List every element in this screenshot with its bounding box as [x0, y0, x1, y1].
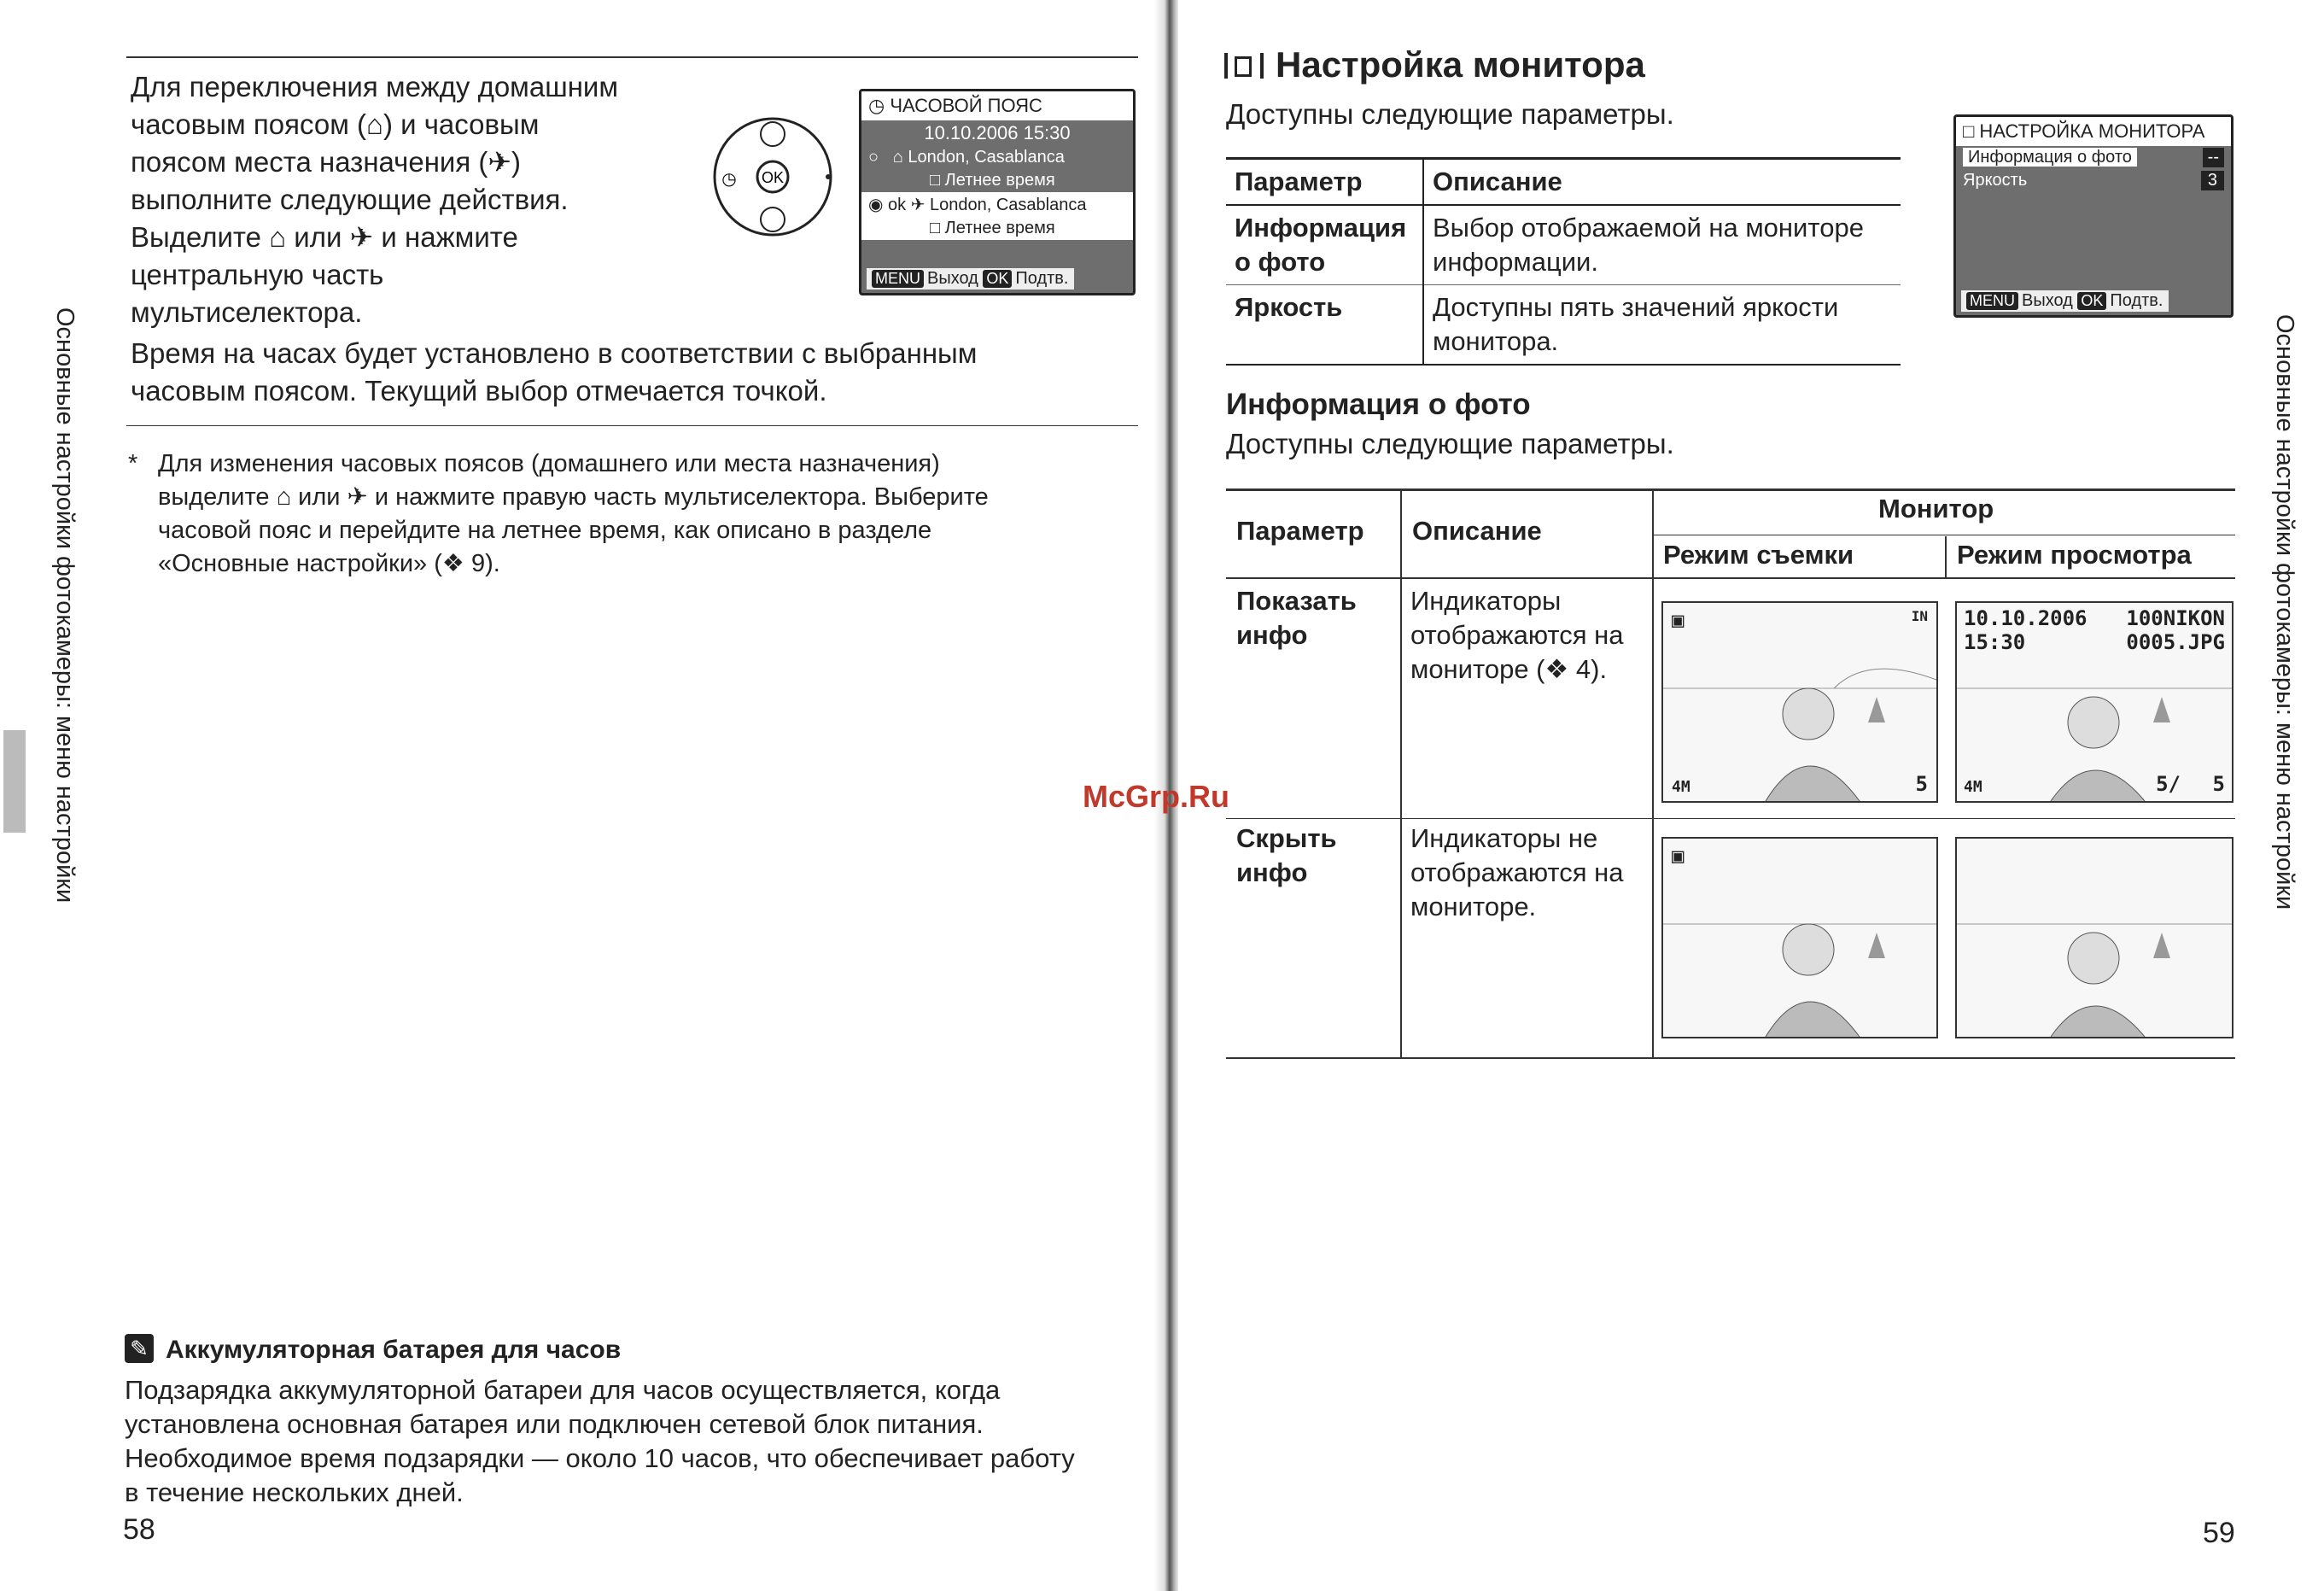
time-overlay: 15:30 — [1964, 630, 2026, 654]
intro-line: мультиселектора. — [131, 296, 363, 328]
timezone-datetime: 10.10.2006 15:30 — [924, 122, 1071, 143]
row1-desc: Индикаторы отображаются на мониторе (❖ 4). — [1410, 586, 1624, 684]
home-dst-row[interactable]: □ Летнее время — [930, 171, 1055, 190]
table-cell: Информация о фото — [1226, 205, 1423, 285]
monitor-screen-title: □ НАСТРОЙКА МОНИТОРА — [1956, 117, 2231, 146]
portrait-image — [1663, 839, 1936, 1037]
frames-count: 5 — [1915, 772, 1928, 796]
footnote-line: «Основные настройки» (❖ 9). — [158, 550, 500, 577]
pencil-icon: ✎ — [125, 1334, 154, 1363]
image-mode-icon: 4M — [1964, 778, 1982, 796]
page-number-left: 58 — [123, 1513, 155, 1546]
timezone-footer: MENU Выход OK Подтв. — [867, 268, 1074, 290]
camera-mode-icon: ▣ — [1672, 608, 1685, 632]
thumb-play-info — [1955, 601, 2233, 803]
menu-item-photo-info[interactable]: Информация о фото -- — [1956, 146, 2231, 169]
battery-note-title: Аккумуляторная батарея для часов — [166, 1336, 622, 1364]
table-cell: Яркость — [1226, 285, 1423, 366]
page-heading — [1224, 44, 1645, 85]
right-page — [1178, 0, 2324, 1591]
col-header-param: Параметр — [1226, 159, 1423, 206]
intro-line: выполните следующие действия. — [131, 184, 569, 215]
table2-header-param: Параметр — [1236, 516, 1364, 546]
mid-rule — [126, 425, 1138, 426]
svg-text:◷: ◷ — [721, 170, 737, 189]
battery-line: установлена основная батарея или подключен сетевой блок питания. — [125, 1409, 984, 1439]
date-overlay: 10.10.2006 — [1964, 606, 2088, 630]
table2-vline-3 — [1945, 536, 1947, 579]
table2-vline-1 — [1400, 490, 1402, 1059]
dest-dst-row[interactable]: □ Летнее время — [861, 217, 1133, 240]
table2-header-play: Режим просмотра — [1957, 540, 2192, 570]
subintro: Доступны следующие параметры. — [1226, 428, 1674, 459]
footnote — [128, 447, 1144, 581]
footnote-line: выделите ⌂ или ✈ и нажмите правую часть мультиселектора. Выберите — [158, 483, 989, 511]
heading-text: Настройка монитора — [1276, 44, 1645, 85]
intro-line: центральную часть — [131, 259, 384, 290]
row2-desc: Индикаторы не отображаются на мониторе. — [1410, 823, 1624, 921]
monitor-footer: MENU Выход OK Подтв. — [1961, 290, 2169, 312]
footnote-marker: * — [128, 450, 138, 477]
thumb-shoot-noinfo — [1661, 837, 1938, 1038]
intro-text — [131, 68, 711, 331]
intro-line: поясом места назначения (✈) — [131, 146, 522, 178]
subheading: Информация о фото — [1226, 388, 1531, 421]
home-city-row[interactable]: ○ ⌂ London, Casablanca — [868, 148, 1065, 167]
timezone-screen — [859, 89, 1136, 295]
watermark: McGrp.Ru — [1083, 779, 1230, 814]
intro-line: часовым поясом (⌂) и часовым — [131, 108, 540, 140]
menu-item-brightness[interactable]: Яркость 3 — [1956, 169, 2231, 192]
thumb-play-noinfo — [1955, 837, 2233, 1038]
battery-line: в течение нескольких дней. — [125, 1477, 464, 1507]
battery-line: Необходимое время подзарядки — около 10 часов, что обеспечивает работу — [125, 1443, 1075, 1473]
table2-header-rule — [1226, 577, 2235, 579]
battery-note-body — [125, 1373, 1149, 1510]
count-overlay: 5/ — [2156, 772, 2181, 796]
top-rule — [126, 56, 1138, 58]
image-mode-icon: 4M — [1672, 778, 1690, 796]
table2-bottom-rule — [1226, 1057, 2235, 1059]
col-header-desc: Описание — [1433, 167, 1562, 196]
row1-param: Показать инфо — [1236, 586, 1357, 650]
time-paragraph — [131, 335, 1138, 410]
frames-overlay: 5 — [2212, 772, 2225, 796]
monitor-icon — [1224, 53, 1264, 79]
portrait-image — [1663, 603, 1936, 801]
table-cell: Доступны пять значений яркости монитора. — [1433, 292, 1839, 356]
time-line: часовым поясом. Текущий выбор отмечается точкой. — [131, 375, 827, 407]
side-label-right: Основные настройки фотокамеры: меню настройки — [2271, 314, 2298, 910]
side-label-left: Основные настройки фотокамеры: меню настройки — [51, 307, 79, 904]
intro-line: Выделите ⌂ или ✈ и нажмите — [131, 221, 518, 253]
parameters-table — [1226, 157, 1901, 366]
table2-vline-2 — [1652, 490, 1654, 1059]
row2-param: Скрыть инфо — [1236, 823, 1337, 887]
internal-memory-icon: IN — [1911, 608, 1928, 624]
folder-overlay: 100NIKON — [2126, 606, 2225, 630]
timezone-title: ◷ ЧАСОВОЙ ПОЯС — [861, 91, 1133, 120]
thumb-shoot-info — [1661, 601, 1938, 803]
table-cell: Выбор отображаемой на мониторе информации. — [1433, 213, 1864, 277]
footnote-line: часовой пояс и перейдите на летнее время, как описано в разделе — [158, 517, 932, 544]
camera-mode-icon: ▣ — [1672, 844, 1685, 868]
battery-line: Подзарядка аккумуляторной батареи для часов осуществляется, когда — [125, 1375, 1001, 1405]
side-tab — [3, 730, 26, 833]
table2-header-desc: Описание — [1412, 516, 1542, 546]
table2-row-rule — [1226, 818, 2235, 819]
intro-text-right: Доступны следующие параметры. — [1226, 98, 1674, 130]
file-overlay: 0005.JPG — [2126, 630, 2225, 654]
portrait-image — [1957, 839, 2232, 1037]
time-line: Время на часах будет установлено в соответствии с выбранным — [131, 337, 978, 369]
intro-line: Для переключения между домашним — [131, 71, 619, 102]
page-number-right: 59 — [2203, 1517, 2235, 1549]
dest-city-row[interactable]: ◉ ok ✈ London, Casablanca — [861, 192, 1133, 217]
monitor-settings-screen — [1953, 114, 2233, 318]
table2-header-shoot: Режим съемки — [1663, 540, 1854, 570]
table2-top-rule — [1226, 488, 2235, 491]
multiselector-icon — [709, 113, 837, 241]
table2-header-monitor: Монитор — [1878, 494, 1994, 524]
footnote-line: Для изменения часовых поясов (домашнего или места назначения) — [158, 450, 940, 477]
ok-label: OK — [761, 169, 785, 186]
